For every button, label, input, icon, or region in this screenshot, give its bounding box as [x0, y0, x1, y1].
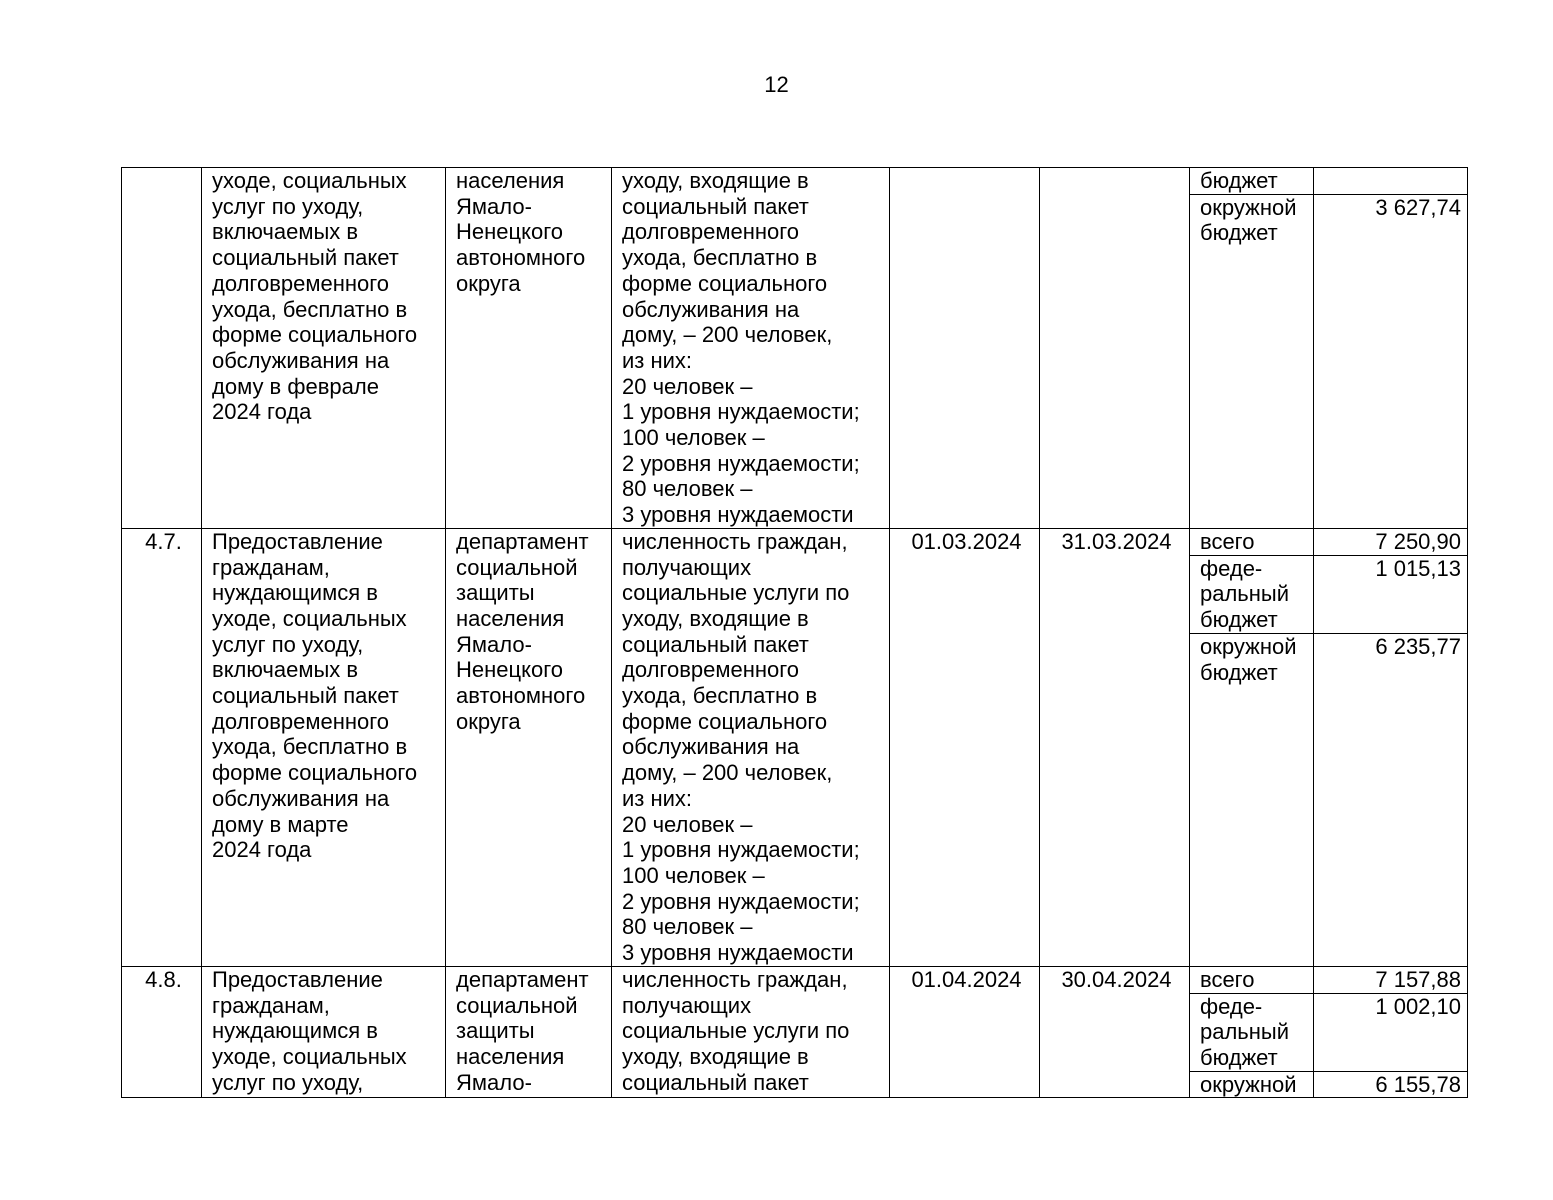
cell-activity-name: Предоставление гражданам, нуждающимся в уходе, социальных услуг по уходу, включаемых в социальный пакет долговременного ухода, бесплатно в форме социального обслуживания на дому в марте 2024 года [202, 528, 446, 966]
cell-end-date-empty [1040, 168, 1190, 529]
cell-executor: департамент социальной защиты населения Ямало- Ненецкого автономного округа [446, 528, 612, 966]
cell-budget-source: окружной бюджет [1190, 194, 1314, 528]
table-row-4-8 [122, 966, 1468, 993]
cell-budget-source: феде- ральный бюджет [1190, 555, 1314, 633]
cell-num: 4.7. [122, 528, 202, 966]
cell-budget-source: бюджет [1190, 168, 1314, 195]
cell-indicator: уходу, входящие в социальный пакет долговременного ухода, бесплатно в форме социального обслуживания на дому, – 200 человек, из них: 20 человек – 1 уровня нуждаемости; 100 человек – 2 уровня нуждаемости; 80 человек – 3 уровня нуждаемости [612, 168, 890, 529]
cell-indicator: численность граждан, получающих социальные услуги по уходу, входящие в социальный пакет [612, 966, 890, 1098]
cell-end-date: 31.03.2024 [1040, 528, 1190, 966]
table-row-continuation [122, 168, 1468, 195]
cell-budget-source: всего [1190, 528, 1314, 555]
cell-activity-name: Предоставление гражданам, нуждающимся в уходе, социальных услуг по уходу, [202, 966, 446, 1098]
cell-indicator: численность граждан, получающих социальные услуги по уходу, входящие в социальный пакет долговременного ухода, бесплатно в форме социального обслуживания на дому, – 200 человек, из них: 20 человек – 1 уровня нуждаемости; 100 человек – 2 уровня нуждаемости; 80 человек – 3 уровня нуждаемости [612, 528, 890, 966]
table-row-4-7 [122, 528, 1468, 555]
cell-budget-source: окружной бюджет [1190, 633, 1314, 966]
cell-start-date-empty [890, 168, 1040, 529]
cell-start-date: 01.03.2024 [890, 528, 1040, 966]
cell-start-date: 01.04.2024 [890, 966, 1040, 1098]
cell-executor: департамент социальной защиты населения Ямало- [446, 966, 612, 1098]
cell-num-empty [122, 168, 202, 529]
cell-budget-amount: 1 015,13 [1314, 555, 1468, 633]
cell-executor: населения Ямало- Ненецкого автономного округа [446, 168, 612, 529]
page-number: 12 [764, 72, 789, 97]
cell-activity-name: уходе, социальных услуг по уходу, включаемых в социальный пакет долговременного ухода, бесплатно в форме социального обслуживания на дому в феврале 2024 года [202, 168, 446, 529]
program-activities-table [121, 167, 1468, 1098]
cell-budget-amount: 6 235,77 [1314, 633, 1468, 966]
cell-budget-amount: 1 002,10 [1314, 993, 1468, 1071]
cell-budget-amount: 7 250,90 [1314, 528, 1468, 555]
cell-budget-source: феде- ральный бюджет [1190, 993, 1314, 1071]
cell-budget-amount: 3 627,74 [1314, 194, 1468, 528]
cell-end-date: 30.04.2024 [1040, 966, 1190, 1098]
cell-budget-source: всего [1190, 966, 1314, 993]
cell-budget-source: окружной [1190, 1071, 1314, 1098]
cell-num: 4.8. [122, 966, 202, 1098]
cell-budget-amount: 6 155,78 [1314, 1071, 1468, 1098]
cell-budget-amount [1314, 168, 1468, 195]
cell-budget-amount: 7 157,88 [1314, 966, 1468, 993]
